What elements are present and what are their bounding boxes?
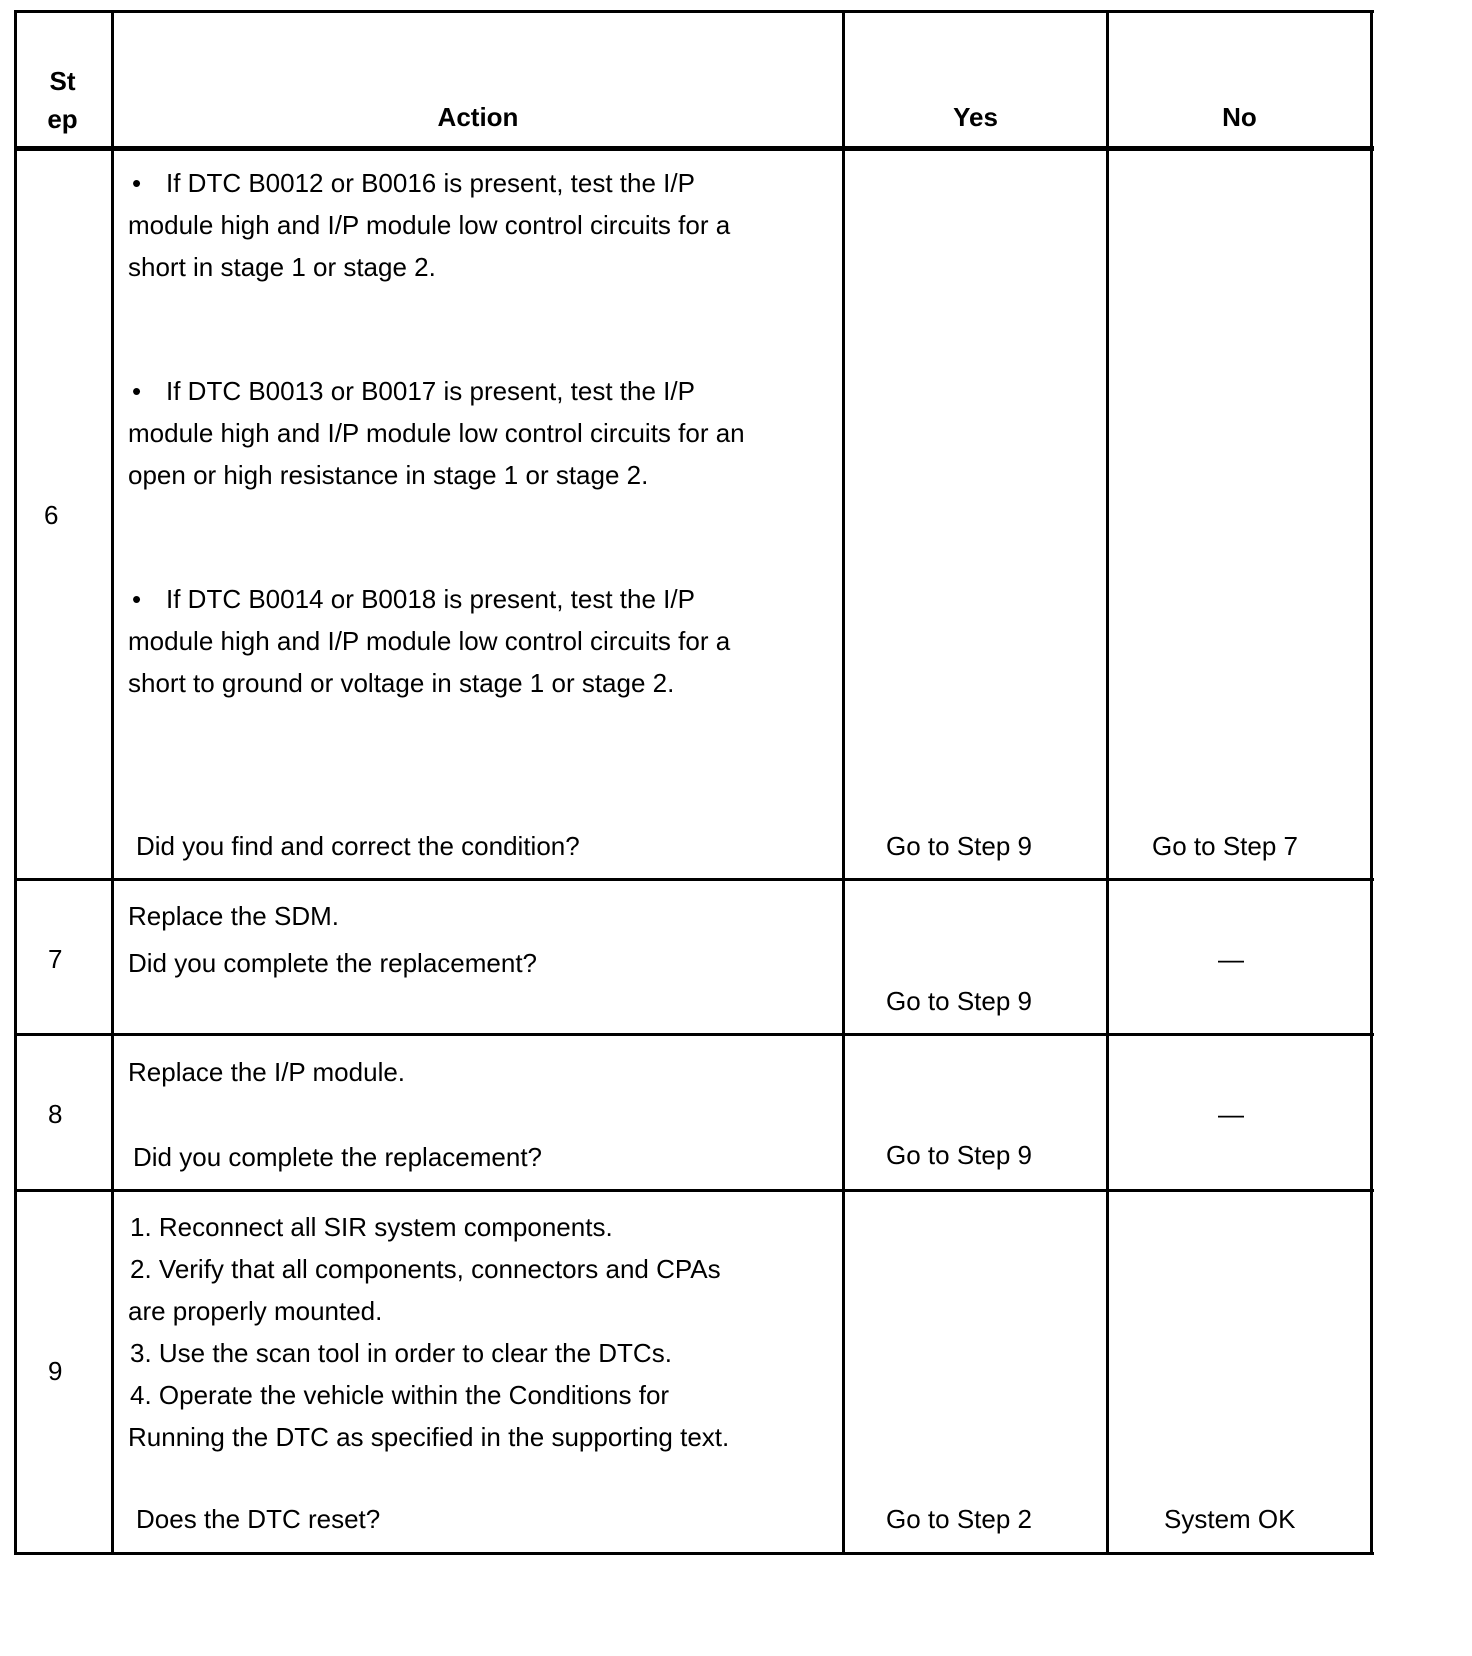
bullet-line: If DTC B0013 or B0017 is present, test the I/P <box>166 376 695 406</box>
row-6-bottom-border <box>14 878 1374 881</box>
row-6-no: Go to Step 7 <box>1152 831 1298 861</box>
step-number-9: 9 <box>48 1356 63 1386</box>
row-6-bullet-2 <box>128 370 828 500</box>
row-8-bottom-border <box>14 1189 1374 1192</box>
header-action: Action <box>437 102 519 132</box>
row-6-question: Did you find and correct the condition? <box>136 831 580 861</box>
header-step-line-2: ep <box>47 104 78 134</box>
row-6-bullet-3 <box>128 578 828 708</box>
row-9-action-line: 1. Reconnect all SIR system components. <box>130 1212 613 1242</box>
header-yes: Yes <box>953 102 998 132</box>
step-number-7: 7 <box>48 944 63 974</box>
row-9-yes: Go to Step 2 <box>886 1504 1032 1534</box>
action-yes-divider <box>842 10 845 1555</box>
row-9-action-line: 4. Operate the vehicle within the Conditions for <box>130 1380 670 1410</box>
row-7-yes: Go to Step 9 <box>886 986 1032 1016</box>
header-bottom-border <box>14 146 1374 151</box>
row-8-no: — <box>1218 1099 1244 1129</box>
table-right-border <box>1370 10 1373 1555</box>
row-7-action-line-1: Replace the SDM. <box>128 901 339 931</box>
bullet-line: module high and I/P module low control circuits for a <box>128 210 731 240</box>
row-9-action-line: 2. Verify that all components, connectors and CPAs <box>130 1254 721 1284</box>
bullet-line: module high and I/P module low control circuits for a <box>128 626 731 656</box>
row-6-bullet-1 <box>128 162 828 292</box>
header-step <box>14 62 111 138</box>
bullet-line: open or high resistance in stage 1 or stage 2. <box>128 460 649 490</box>
row-6-yes: Go to Step 9 <box>886 831 1032 861</box>
table-left-border <box>14 10 17 1555</box>
bullet-line: short to ground or voltage in stage 1 or stage 2. <box>128 668 675 698</box>
step-number-6: 6 <box>44 500 59 530</box>
header-step-line-1: St <box>49 66 76 96</box>
bullet-marker: • <box>132 168 142 198</box>
bullet-marker: • <box>132 584 142 614</box>
bullet-line: If DTC B0012 or B0016 is present, test the I/P <box>166 168 695 198</box>
bullet-line: short in stage 1 or stage 2. <box>128 252 436 282</box>
row-7-bottom-border <box>14 1033 1374 1036</box>
step-action-divider <box>111 10 114 1555</box>
row-8-action-line-1: Replace the I/P module. <box>128 1057 406 1087</box>
table-top-border <box>14 10 1374 13</box>
row-7-action-line-2: Did you complete the replacement? <box>128 948 538 978</box>
row-9-action-line: are properly mounted. <box>128 1296 383 1326</box>
row-9-bottom-border <box>14 1552 1374 1555</box>
row-7-no: — <box>1218 944 1244 974</box>
row-9-action <box>128 1206 840 1466</box>
yes-no-divider <box>1106 10 1109 1555</box>
step-number-8: 8 <box>48 1099 63 1129</box>
header-no: No <box>1222 102 1257 132</box>
row-8-question: Did you complete the replacement? <box>133 1142 543 1172</box>
bullet-marker: • <box>132 376 142 406</box>
row-9-action-line: 3. Use the scan tool in order to clear the DTCs. <box>130 1338 672 1368</box>
row-8-yes: Go to Step 9 <box>886 1140 1032 1170</box>
row-9-action-line: Running the DTC as specified in the supporting text. <box>128 1422 730 1452</box>
row-9-no: System OK <box>1164 1504 1296 1534</box>
bullet-line: If DTC B0014 or B0018 is present, test the I/P <box>166 584 695 614</box>
row-9-question: Does the DTC reset? <box>136 1504 381 1534</box>
bullet-line: module high and I/P module low control circuits for an <box>128 418 745 448</box>
